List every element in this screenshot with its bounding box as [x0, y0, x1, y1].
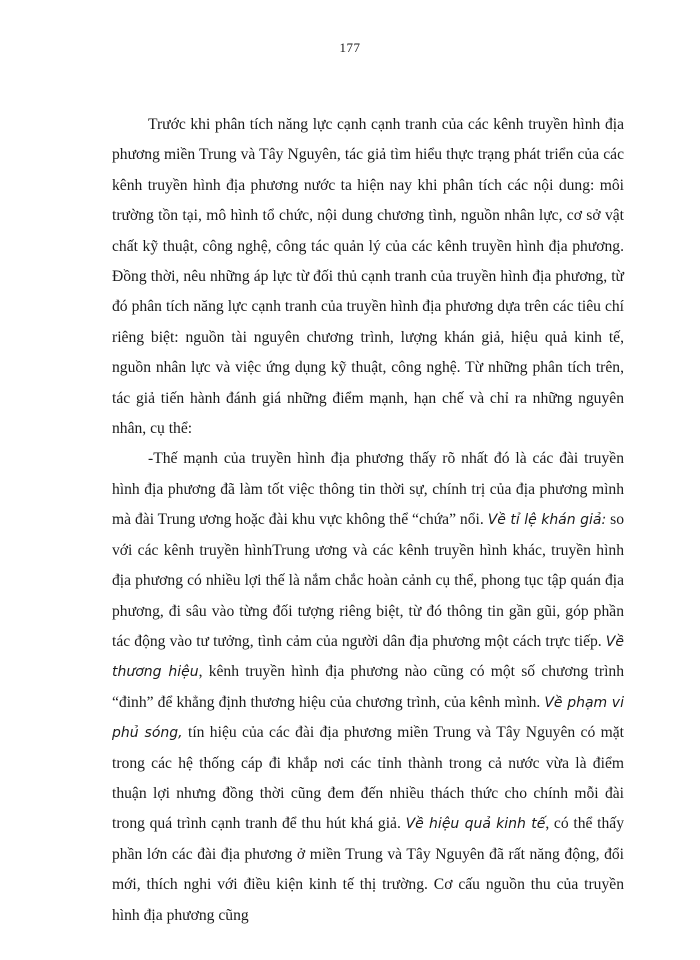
italic-heading-coverage: Về phạm vi phủ sóng,: [112, 694, 624, 742]
paragraph-intro: [112, 110, 624, 444]
text-segment: -Thế mạnh của truyền hình địa phương thấy rõ nhất đó là các đài truyền hình địa phương đã làm tốt việc thông tin thời sự, chính trị của địa phương mình mà đài Trung ương hoặc đài khu vực không thể “chứa” nổi.: [112, 450, 624, 529]
italic-heading-brand: Về thương hiệu: [112, 633, 624, 681]
text-segment: , có thể thấy phần lớn các đài địa phương ở miền Trung và Tây Nguyên đã rất năng động, đổi mới, thích nghi với điều kiện kinh tế thị trường. Cơ cấu nguồn thu của truyền hình địa phương cũng: [112, 815, 624, 924]
italic-heading-audience: Về tỉ lệ khán giả:: [487, 512, 607, 529]
text-segment: tín hiệu của các đài địa phương miền Trung và Tây Nguyên có mặt trong các hệ thống cáp đi khắp nơi các tỉnh thành trong cả nước vừa là điểm thuận lợi nhưng đồng thời cũng đem đến nhiều thách thức cho chính mỗi đài trong quá trình cạnh tranh để thu hút khá giả.: [112, 724, 625, 833]
paragraph-strengths: [112, 444, 624, 931]
page-number: 177: [339, 40, 361, 55]
body-text: [112, 110, 624, 931]
text-segment: so với các kênh truyền hìnhTrung ương và các kênh truyền hình khác, truyền hình địa phương có nhiều lợi thế là nắm chắc hoàn cảnh cụ thể, phong tục tập quán địa phương, đi sâu vào từng đối tượng riêng biệt, từ đó thông tin gần gũi, góp phần tác động vào tư tưởng, tình cảm của người dân địa phương một cách trực tiếp.: [112, 511, 624, 650]
text-segment: Trước khi phân tích năng lực cạnh cạnh tranh của các kênh truyền hình địa phương miền Trung và Tây Nguyên, tác giả tìm hiểu thực trạng phát triển của các kênh truyền hình địa phương nước ta hiện nay khi phân tích các nội dung: môi trường tồn tại, mô hình tổ chức, nội dung chương tình, nguồn nhân lực, cơ sở vật chất kỹ thuật, công nghệ, công tác quản lý của các kênh truyền hình địa phương. Đồng thời, nêu những áp lực từ đối thủ cạnh tranh của truyền hình địa phương, từ đó phân tích năng lực cạnh tranh của truyền hình địa phương dựa trên các tiêu chí riêng biệt: nguồn tài nguyên chương trình, lượng khán giả, hiệu quả kinh tế, nguồn nhân lực và việc ứng dụng kỹ thuật, công nghệ. Từ những phân tích trên, tác giả tiến hành đánh giá những điểm mạnh, hạn chế và chỉ ra những nguyên nhân, cụ thể:: [112, 116, 624, 438]
italic-heading-economic: Về hiệu quả kinh tế: [405, 816, 546, 833]
text-segment: , kênh truyền hình địa phương nào cũng có một số chương trình “đinh” để khẳng định thương hiệu của chương trình, của kênh mình.: [112, 663, 624, 711]
